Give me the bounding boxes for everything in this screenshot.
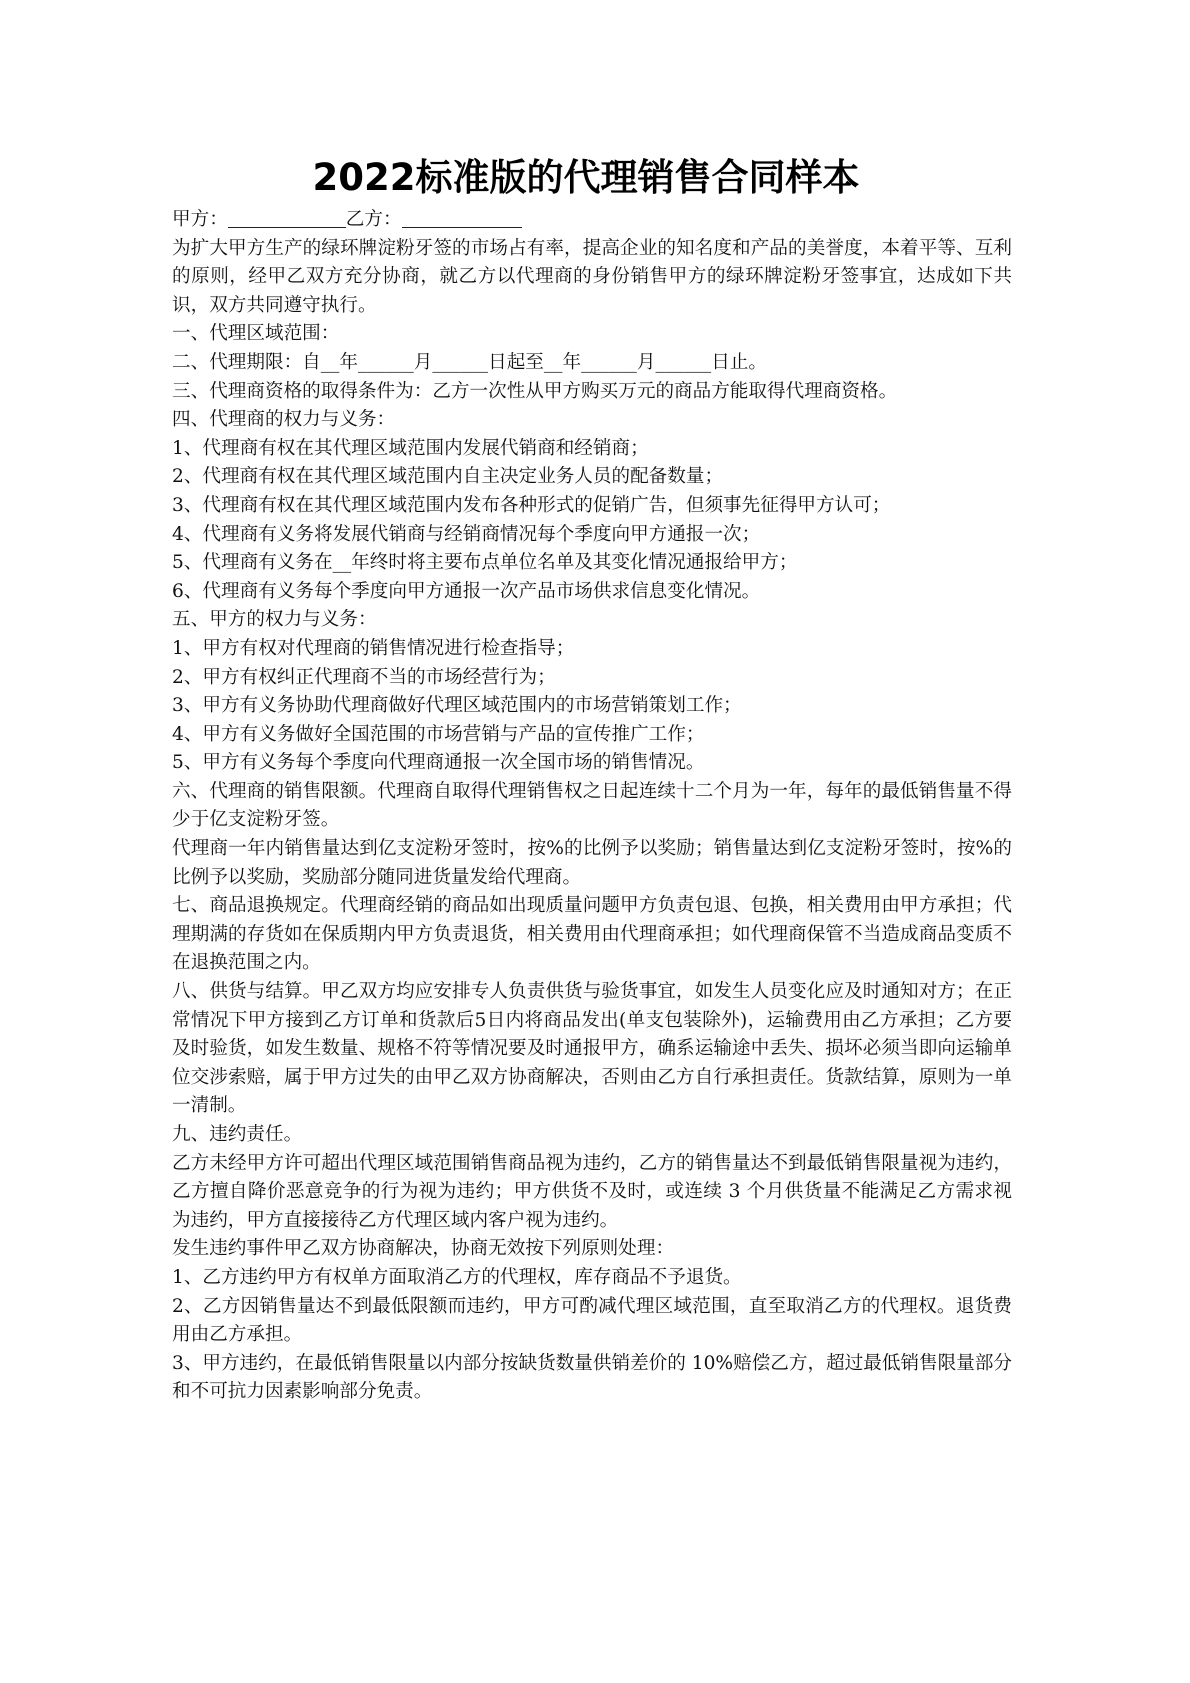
clause-8-supply-settlement: 八、供货与结算。甲乙双方均应安排专人负责供货与验货事宜，如发生人员变化应及时通知对方；在正常情况下甲方接到乙方订单和货款后5日内将商品发出(单支包装除外)，运输费用由乙方承担；乙方要及时验货，如发生数量、规格不符等情况要及时通报甲方，确系运输途中丢失、损坏必须当即向运输单位交涉索赔，属于甲方过失的由甲乙双方协商解决，否则由乙方自行承担责任。货款结算，原则为一单一清制。 <box>172 981 1012 1117</box>
party-b-blank[interactable] <box>402 207 522 228</box>
clause-2-term: 二、代理期限：自__年______月______日起至__年______月______日止。 <box>172 351 768 373</box>
document-body <box>172 206 1012 1407</box>
party-a-label: 甲方： <box>172 209 228 230</box>
clause-1-heading: 一、代理区域范围： <box>172 323 340 345</box>
clause-5-heading: 五、甲方的权力与义务： <box>172 609 377 631</box>
party-b-label: 乙方： <box>345 209 402 230</box>
clause-5-item-5: 5、甲方有义务每个季度向代理商通报一次全国市场的销售情况。 <box>172 752 705 774</box>
clause-4-item-2: 2、代理商有权在其代理区域范围内自主决定业务人员的配备数量； <box>172 466 724 488</box>
clause-4-item-6: 6、代理商有义务每个季度向甲方通报一次产品市场供求信息变化情况。 <box>172 580 761 602</box>
clause-5-item-4: 4、甲方有义务做好全国范围的市场营销与产品的宣传推广工作； <box>172 723 705 745</box>
clause-5-item-1: 1、甲方有权对代理商的销售情况进行检查指导； <box>172 637 575 659</box>
clause-9-heading: 九、违约责任。 <box>172 1124 303 1145</box>
clause-5-item-2: 2、甲方有权纠正代理商不当的市场经营行为； <box>172 666 556 688</box>
clause-9-resolution-intro: 发生违约事件甲乙双方协商解决，协商无效按下列原则处理： <box>172 1238 675 1260</box>
clause-6-reward: 代理商一年内销售量达到亿支淀粉牙签时，按%的比例予以奖励；销售量达到亿支淀粉牙签时，按%的比例予以奖励，奖励部分随同进货量发给代理商。 <box>172 838 1012 888</box>
clause-4-item-1: 1、代理商有权在其代理区域范围内发展代销商和经销商； <box>172 437 649 459</box>
party-a-blank[interactable] <box>228 207 346 228</box>
clause-4-item-3: 3、代理商有权在其代理区域范围内发布各种形式的促销广告，但须事先征得甲方认可； <box>172 494 891 516</box>
clause-9-item-2: 2、乙方因销售量达不到最低限额而违约，甲方可酌减代理区域范围，直至取消乙方的代理权。退货费用由乙方承担。 <box>172 1295 1012 1346</box>
contract-page <box>172 150 1012 1407</box>
parties-line <box>172 206 1012 235</box>
clause-9-item-1: 1、乙方违约甲方有权单方面取消乙方的代理权，库存商品不予退货。 <box>172 1266 742 1288</box>
clause-4-heading: 四、代理商的权力与义务： <box>172 409 396 431</box>
clause-4-item-4: 4、代理商有义务将发展代销商与经销商情况每个季度向甲方通报一次； <box>172 523 761 545</box>
clause-6-sales-quota: 六、代理商的销售限额。代理商自取得代理销售权之日起连续十二个月为一年，每年的最低销售量不得少于亿支淀粉牙签。 <box>172 780 1012 831</box>
clause-4-item-5: 5、代理商有义务在__年终时将主要布点单位名单及其变化情况通报给甲方； <box>172 552 798 574</box>
clause-9-breach-definition: 乙方未经甲方许可超出代理区域范围销售商品视为违约，乙方的销售量达不到最低销售限量视为违约，乙方擅自降价恶意竞争的行为视为违约；甲方供货不及时，或连续 3 个月供货量不能满足乙方需求视为违约，甲方直接接待乙方代理区域内客户视为违约。 <box>172 1152 1012 1231</box>
clause-5-item-3: 3、甲方有义务协助代理商做好代理区域范围内的市场营销策划工作； <box>172 695 742 717</box>
clause-3-qualification: 三、代理商资格的取得条件为：乙方一次性从甲方购买万元的商品方能取得代理商资格。 <box>172 380 898 402</box>
clause-7-returns: 七、商品退换规定。代理商经销的商品如出现质量问题甲方负责包退、包换，相关费用由甲方承担；代理期满的存货如在保质期内甲方负责退货，相关费用由代理商承担；如代理商保管不当造成商品变质不在退换范围之内。 <box>172 895 1012 974</box>
document-title: 2022标准版的代理销售合同样本 <box>312 156 860 199</box>
clause-9-item-3: 3、甲方违约，在最低销售限量以内部分按缺货数量供销差价的 10%赔偿乙方，超过最低销售限量部分和不可抗力因素影响部分免责。 <box>172 1352 1013 1403</box>
preamble: 为扩大甲方生产的绿环牌淀粉牙签的市场占有率，提高企业的知名度和产品的美誉度，本着平等、互利的原则，经甲乙双方充分协商，就乙方以代理商的身份销售甲方的绿环牌淀粉牙签事宜，达成如下共识，双方共同遵守执行。 <box>172 237 1012 316</box>
